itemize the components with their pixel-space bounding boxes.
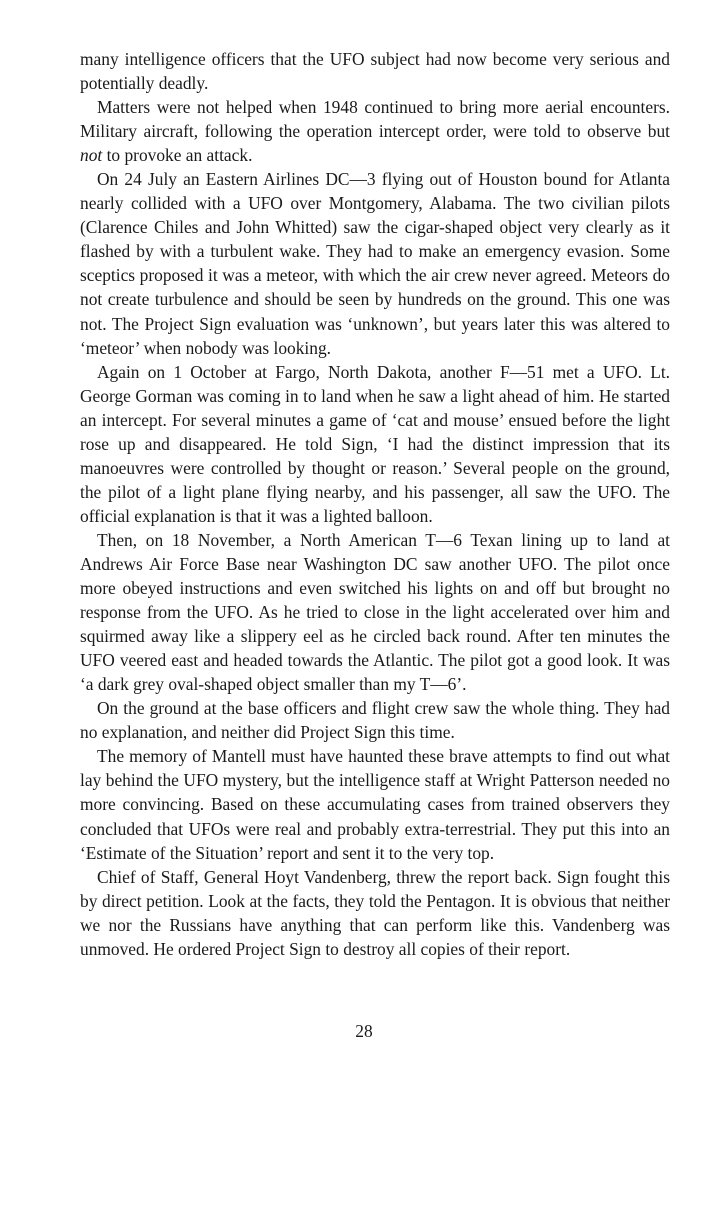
paragraph-2-text: Matters were not helped when 1948 continued to bring more aerial encounters. Military aircraft, following the operation intercept order, were told to observe but [80,97,670,142]
paragraph-3: On 24 July an Eastern Airlines DC—3 flying out of Houston bound for Atlanta nearly collided with a UFO over Montgomery, Alabama. The two civilian pilots (Clarence Chiles and John Whitted) saw the cigar-shaped object very clearly as it flashed by with a turbulent wake. They had to make an emergency evasion. Some sceptics proposed it was a meteor, with which the air crew never agreed. Meteors do not create turbulence and should be seen by hundreds on the ground. This one was not. The Project Sign evaluation was ‘unknown’, but years later this was altered to ‘meteor’ when nobody was looking. [80,169,670,358]
page-body [80,47,670,961]
paragraph-2-emphasis: not [80,145,103,166]
paragraph-2 [80,95,670,167]
paragraph-6: On the ground at the base officers and flight crew saw the whole thing. They had no explanation, and neither did Project Sign this time. [80,698,670,743]
page-number: 28 [355,1021,373,1041]
paragraph-2-text-after: to provoke an attack. [102,145,253,166]
paragraph-8: Chief of Staff, General Hoyt Vandenberg, threw the report back. Sign fought this by direct petition. Look at the facts, they told the Pentagon. It is obvious that neither we nor the Russians have anything that can perform like this. Vandenberg was unmoved. He ordered Project Sign to destroy all copies of their report. [80,866,670,959]
paragraph-7: The memory of Mantell must have haunted these brave attempts to find out what lay behind the UFO mystery, but the intelligence staff at Wright Patterson needed no more convincing. Based on these accumulating cases from trained observers they concluded that UFOs were real and probably extra-terrestrial. They put this into an ‘Estimate of the Situation’ report and sent it to the very top. [80,746,670,863]
paragraph-1: many intelligence officers that the UFO subject had now become very serious and potentially deadly. [80,49,670,94]
paragraph-5: Then, on 18 November, a North American T—6 Texan lining up to land at Andrews Air Force Base near Washington DC saw another UFO. The pilot once more obeyed instructions and even switched his lights on and off but brought no response from the UFO. As he tried to close in the light accelerated over him and squirmed away like a slippery eel as he circled back round. After ten minutes the UFO veered east and headed towards the Atlantic. The pilot got a good look. It was ‘a dark grey oval-shaped object smaller than my T—6’. [80,529,670,695]
paragraph-4: Again on 1 October at Fargo, North Dakota, another F—51 met a UFO. Lt. George Gorman was coming in to land when he saw a light ahead of him. He started an intercept. For several minutes a game of ‘cat and mouse’ ensued before the light rose up and disappeared. He told Sign, ‘I had the distinct impression that its manoeuvres were controlled by thought or reason.’ Several people on the ground, the pilot of a light plane flying nearby, and his passenger, all saw the UFO. The official explanation is that it was a lighted balloon. [80,361,670,526]
